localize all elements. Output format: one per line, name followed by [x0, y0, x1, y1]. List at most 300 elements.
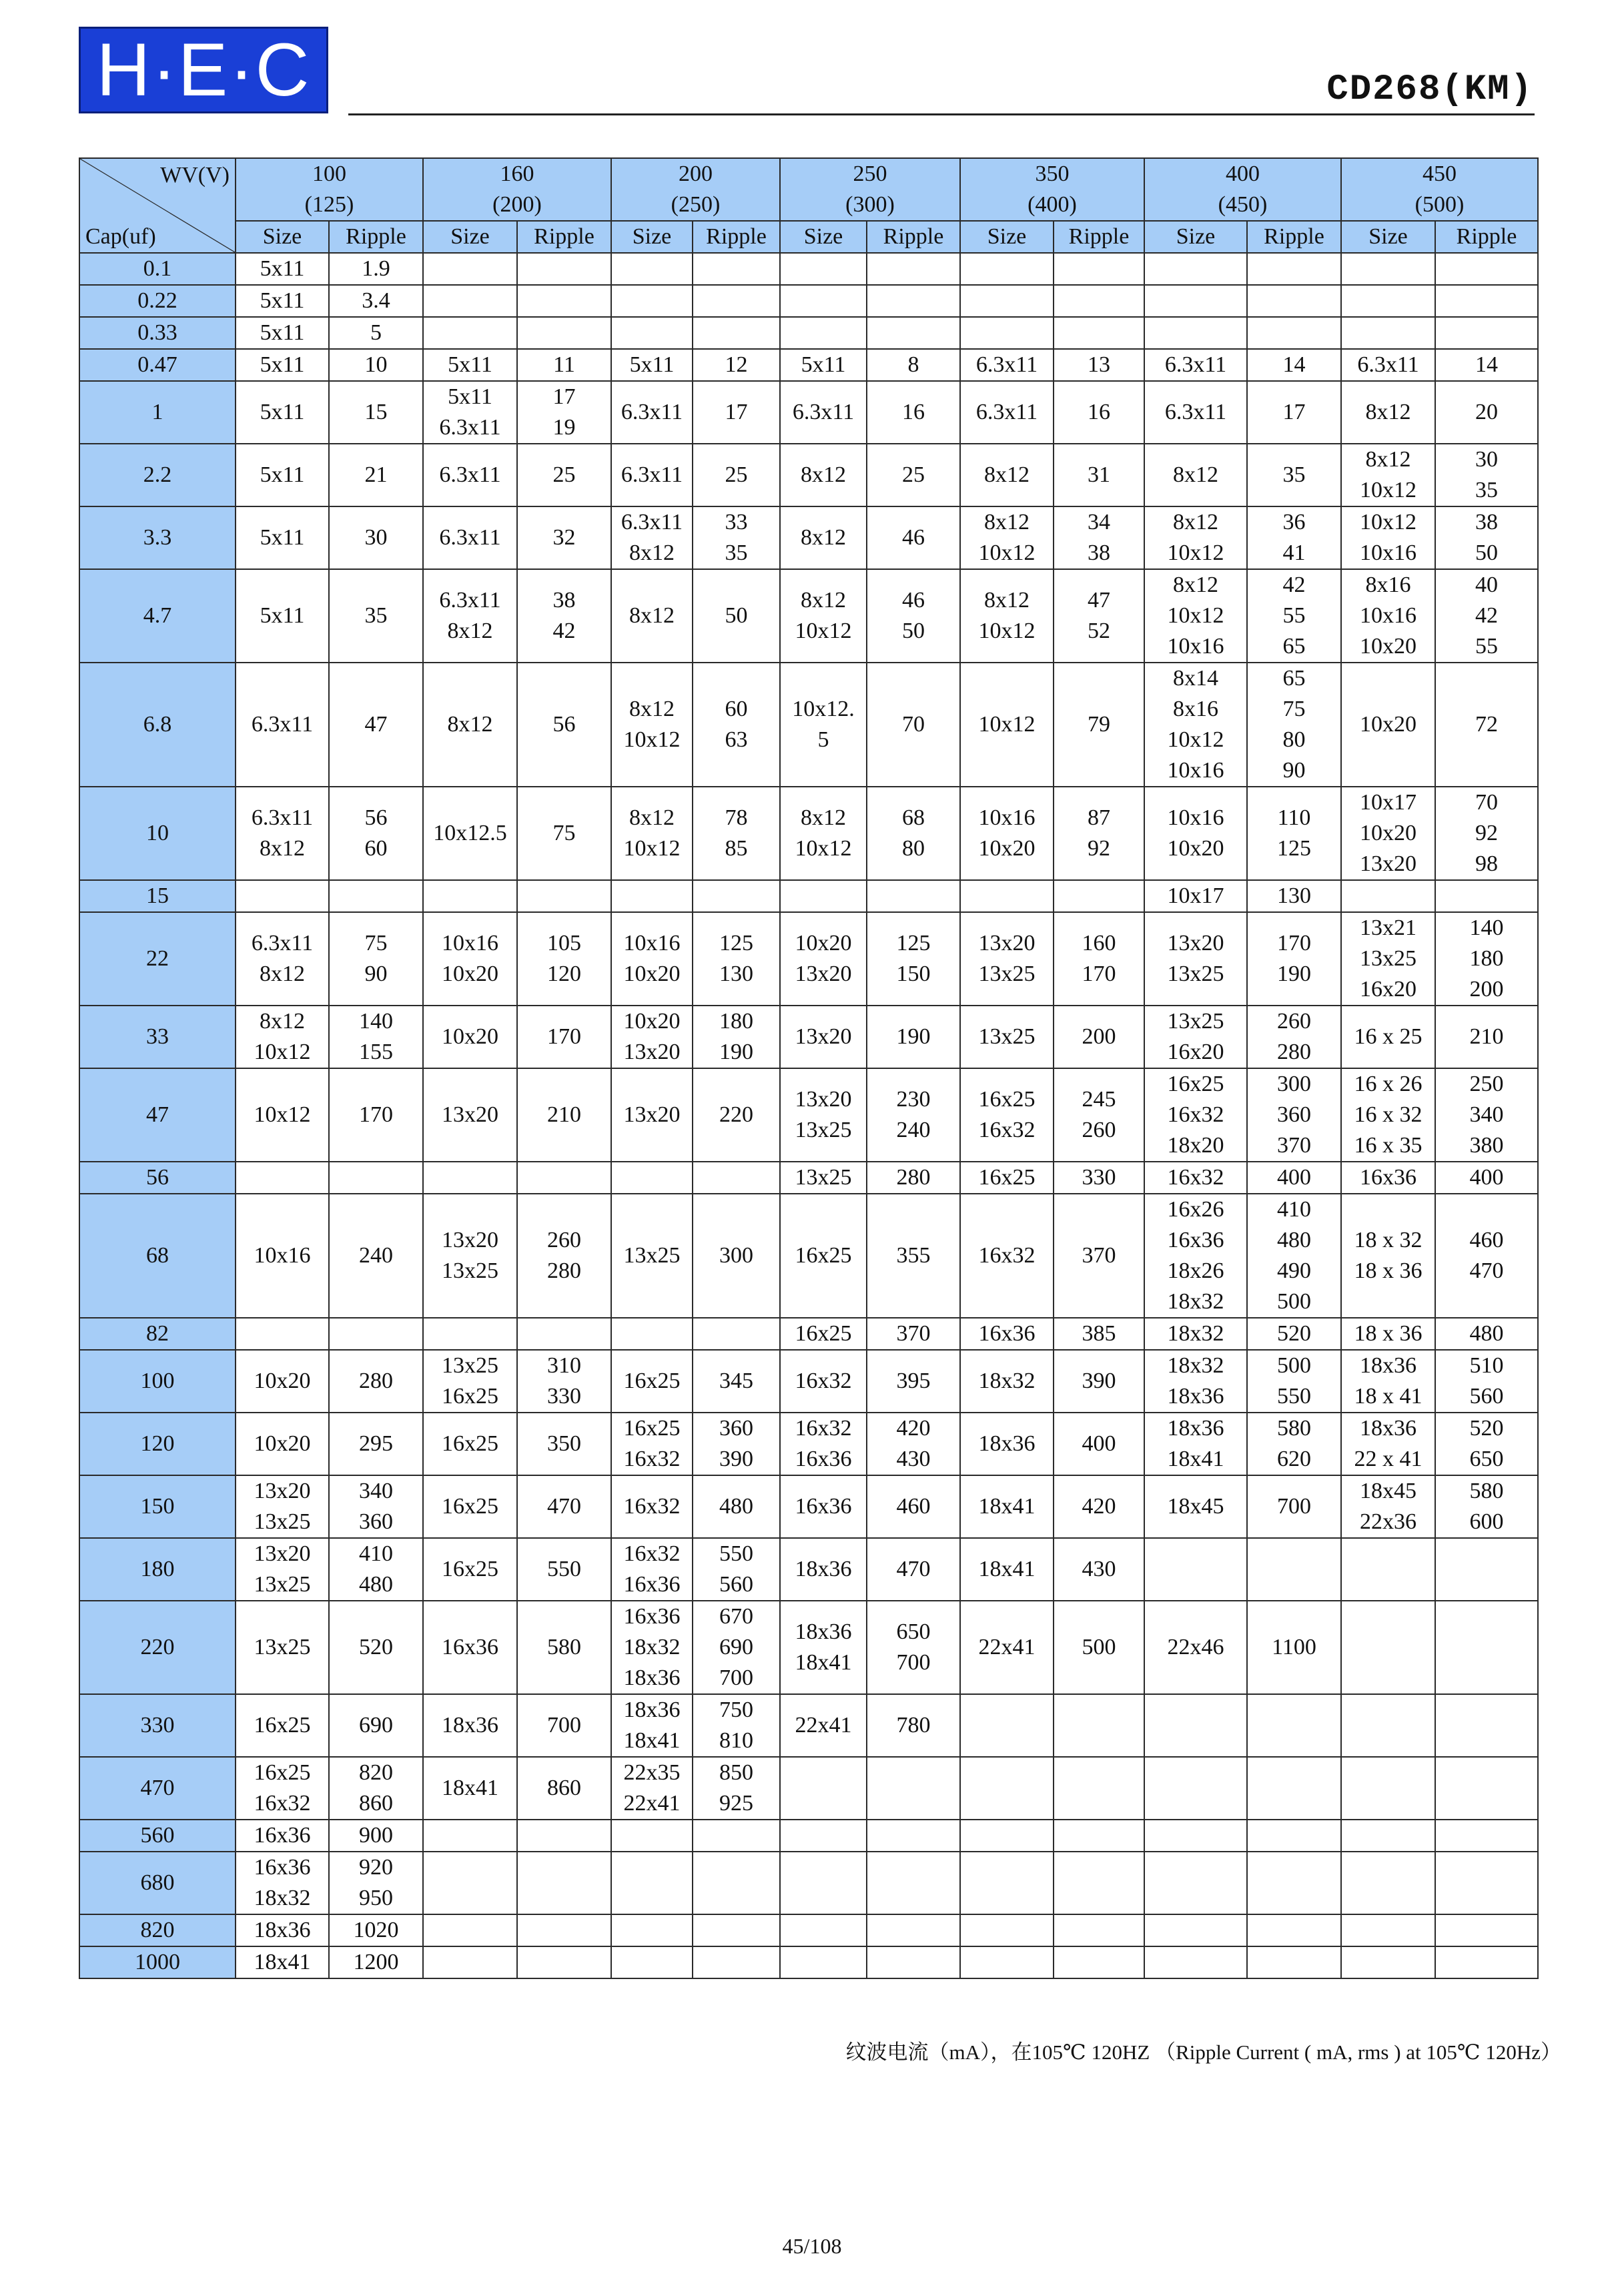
ripple-value: 16: [1088, 400, 1110, 424]
size-cell: [423, 506, 517, 569]
ripple-value: 550: [547, 1557, 581, 1581]
size-value: 8x12: [801, 588, 846, 613]
ripple-value: 25: [725, 462, 748, 487]
capacitance-cell: 68: [79, 1194, 236, 1318]
capacitance-cell: 56: [79, 1162, 236, 1194]
size-value: 18x32: [254, 1886, 311, 1910]
ripple-cell: [329, 1475, 423, 1538]
size-cell: [1341, 1601, 1435, 1694]
size-cell: [1144, 1820, 1247, 1852]
size-cell: [423, 1601, 517, 1694]
size-value: 16x20: [1360, 977, 1416, 1002]
ripple-value: 470: [547, 1494, 581, 1519]
ripple-value: 690: [359, 1713, 393, 1738]
table-row: [79, 912, 1538, 1006]
ripple-value: 820: [359, 1760, 393, 1785]
size-cell: [960, 506, 1054, 569]
table-row: [79, 1757, 1538, 1820]
ripple-cell: [1054, 253, 1144, 285]
size-value: 13x20: [623, 1040, 681, 1064]
ripple-cell: [867, 1694, 960, 1757]
size-value: 18x41: [442, 1776, 498, 1800]
size-value: 18x45: [1167, 1494, 1224, 1519]
size-cell: [1341, 253, 1435, 285]
size-cell: [780, 1475, 867, 1538]
ripple-cell: [1247, 1350, 1341, 1413]
ripple-value: 500: [1277, 1353, 1311, 1378]
size-value: 6.3x11: [251, 805, 314, 830]
size-cell: [423, 444, 517, 506]
ripple-cell: [1054, 569, 1144, 663]
size-cell: [611, 506, 693, 569]
size-cell: [1341, 381, 1435, 444]
size-cell: [960, 349, 1054, 381]
size-value: 8x12: [260, 836, 305, 861]
capacitance-cell: 100: [79, 1350, 236, 1413]
ripple-cell: [1435, 1852, 1538, 1914]
size-value: 10x16: [978, 805, 1036, 830]
ripple-cell: [693, 506, 780, 569]
ripple-cell: [693, 1413, 780, 1475]
ripple-cell: [517, 444, 611, 506]
size-value: 10x16: [623, 931, 681, 956]
ripple-cell: [329, 1601, 423, 1694]
size-value: 13x20: [978, 931, 1036, 956]
size-value: 10x12: [795, 836, 852, 861]
ripple-cell: [1435, 787, 1538, 880]
ripple-column-header: Ripple: [1247, 221, 1341, 253]
capacitance-cell: 1: [79, 381, 236, 444]
ripple-column-header: Ripple: [329, 221, 423, 253]
size-value: 10x20: [623, 962, 681, 986]
ripple-value: 220: [719, 1102, 753, 1127]
size-cell: [780, 1852, 867, 1914]
size-value: 16x25: [442, 1431, 498, 1456]
ripple-cell: [517, 787, 611, 880]
size-cell: [423, 317, 517, 349]
table-row: [79, 1413, 1538, 1475]
size-value: 10x12: [795, 619, 852, 643]
ripple-value: 780: [896, 1713, 931, 1738]
ripple-cell: [1435, 880, 1538, 912]
capacitance-cell: 330: [79, 1694, 236, 1757]
ripple-value: 700: [896, 1650, 931, 1675]
size-value: 13x20: [795, 1024, 852, 1049]
size-value: 5x11: [260, 603, 305, 628]
size-value: 16x26: [1167, 1197, 1224, 1222]
ripple-value: 1200: [353, 1950, 399, 1974]
ripple-cell: [867, 1852, 960, 1914]
ripple-cell: [693, 663, 780, 787]
size-value: 13x25: [254, 1572, 311, 1597]
size-cell: [960, 912, 1054, 1006]
ripple-cell: [867, 1475, 960, 1538]
ripple-value: 85: [725, 836, 748, 861]
size-value: 22x41: [978, 1635, 1036, 1659]
size-value: 18x36: [254, 1918, 311, 1942]
size-cell: [780, 663, 867, 787]
ripple-value: 950: [359, 1886, 393, 1910]
size-value: 13x25: [978, 1024, 1036, 1049]
ripple-cell: [1435, 253, 1538, 285]
size-value: 10x12: [978, 540, 1036, 565]
size-column-header: Size: [611, 221, 693, 253]
size-value: 16x36: [254, 1855, 311, 1880]
ripple-cell: [1054, 1757, 1144, 1820]
ripple-value: 200: [1469, 977, 1504, 1002]
size-cell: [1144, 880, 1247, 912]
ripple-value: 65: [1282, 666, 1306, 691]
table-row: [79, 444, 1538, 506]
size-cell: [423, 663, 517, 787]
ripple-cell: [517, 912, 611, 1006]
ripple-cell: [517, 1475, 611, 1538]
size-cell: [960, 317, 1054, 349]
size-cell: [236, 1413, 329, 1475]
ripple-value: 38: [1088, 540, 1110, 565]
size-value: 16x36: [1360, 1165, 1416, 1190]
size-value: 18x36: [1167, 1384, 1224, 1409]
ripple-value: 345: [719, 1369, 753, 1393]
size-value: 10x12: [1167, 540, 1224, 565]
capacitance-cell: 2.2: [79, 444, 236, 506]
size-cell: [1341, 1006, 1435, 1068]
ripple-cell: [1435, 1006, 1538, 1068]
voltage-header: [960, 158, 1144, 221]
ripple-cell: [1435, 317, 1538, 349]
size-value: 13x25: [623, 1243, 681, 1268]
size-value: 5x11: [260, 462, 305, 487]
size-value: 10x17: [1167, 883, 1224, 908]
size-cell: [236, 1194, 329, 1318]
ripple-value: 47: [364, 712, 388, 737]
size-value: 16x32: [978, 1243, 1036, 1268]
size-value: 16 x 35: [1354, 1133, 1423, 1158]
ripple-cell: [517, 1006, 611, 1068]
size-value: 8x12: [629, 805, 675, 830]
size-cell: [423, 1194, 517, 1318]
size-cell: [1341, 1350, 1435, 1413]
ripple-value: 300: [1277, 1072, 1311, 1096]
size-value: 8x12: [801, 805, 846, 830]
table-row: [79, 1914, 1538, 1946]
ripple-value: 140: [1469, 915, 1504, 940]
ripple-value: 125: [1277, 836, 1311, 861]
ripple-cell: [1247, 349, 1341, 381]
ripple-value: 580: [1277, 1416, 1311, 1441]
ripple-cell: [517, 253, 611, 285]
size-cell: [236, 1852, 329, 1914]
size-value: 22x41: [623, 1791, 681, 1816]
size-value: 16x32: [1167, 1165, 1224, 1190]
size-cell: [423, 349, 517, 381]
size-cell: [960, 381, 1054, 444]
ripple-value: 68: [902, 805, 925, 830]
ripple-value: 280: [359, 1369, 393, 1393]
ripple-value: 470: [896, 1557, 931, 1581]
ripple-value: 650: [896, 1619, 931, 1644]
size-value: 16 x 26: [1354, 1072, 1423, 1096]
ripple-cell: [329, 1757, 423, 1820]
size-value: 8x12: [1173, 510, 1218, 534]
voltage-header: [236, 158, 423, 221]
voltage-header: [1341, 158, 1538, 221]
ripple-cell: [1054, 1538, 1144, 1601]
ripple-cell: [867, 787, 960, 880]
size-value: 10x12: [978, 712, 1036, 737]
ripple-cell: [1247, 444, 1341, 506]
ripple-value: 340: [1469, 1102, 1504, 1127]
ripple-value: 355: [896, 1243, 931, 1268]
ripple-cell: [1054, 1350, 1144, 1413]
ripple-cell: [867, 912, 960, 1006]
size-cell: [423, 1162, 517, 1194]
size-cell: [611, 349, 693, 381]
size-value: 18 x 36: [1354, 1258, 1423, 1283]
capacitance-cell: 150: [79, 1475, 236, 1538]
size-value: 13x25: [442, 1353, 498, 1378]
ripple-value: 20: [1475, 400, 1498, 424]
ripple-value: 11: [553, 352, 575, 377]
size-cell: [611, 1162, 693, 1194]
ripple-cell: [329, 1068, 423, 1162]
size-value: 6.3x11: [439, 525, 501, 550]
size-cell: [1341, 317, 1435, 349]
ripple-value: 170: [359, 1102, 393, 1127]
size-cell: [780, 787, 867, 880]
ripple-cell: [1054, 317, 1144, 349]
size-cell: [236, 1694, 329, 1757]
ripple-value: 810: [719, 1728, 753, 1753]
size-value: 16x20: [1167, 1040, 1224, 1064]
ripple-cell: [693, 569, 780, 663]
size-value: 13x20: [795, 1087, 852, 1112]
ripple-cell: [517, 1318, 611, 1350]
ripple-cell: [1435, 1694, 1538, 1757]
ripple-value: 92: [1475, 821, 1498, 845]
size-cell: [611, 444, 693, 506]
size-column-header: Size: [1341, 221, 1435, 253]
size-cell: [960, 1538, 1054, 1601]
ripple-value: 90: [364, 962, 388, 986]
ripple-value: 42: [1475, 603, 1498, 628]
capacitance-cell: 820: [79, 1914, 236, 1946]
voltage-header: [611, 158, 780, 221]
size-cell: [611, 1757, 693, 1820]
size-cell: [960, 444, 1054, 506]
ripple-cell: [1435, 1475, 1538, 1538]
ripple-value: 12: [725, 352, 748, 377]
ripple-value: 460: [896, 1494, 931, 1519]
ripple-value: 330: [547, 1384, 581, 1409]
table-row: [79, 1601, 1538, 1694]
ripple-cell: [329, 912, 423, 1006]
size-cell: [611, 1194, 693, 1318]
size-value: 13x20: [1167, 931, 1224, 956]
size-cell: [236, 349, 329, 381]
capacitance-cell: 220: [79, 1601, 236, 1694]
table-row: [79, 1194, 1538, 1318]
size-value: 13x25: [1360, 946, 1416, 971]
surge-voltage-value: (450): [1218, 192, 1268, 217]
ripple-cell: [1247, 253, 1341, 285]
ripple-value: 60: [364, 836, 388, 861]
ripple-value: 480: [359, 1572, 393, 1597]
size-cell: [611, 569, 693, 663]
size-cell: [780, 912, 867, 1006]
size-cell: [236, 1318, 329, 1350]
size-value: 6.3x11: [439, 588, 501, 613]
size-value: 10x20: [623, 1009, 681, 1034]
ripple-value: 105: [547, 931, 581, 956]
ripple-value: 370: [1082, 1243, 1116, 1268]
surge-voltage-value: (125): [304, 192, 354, 217]
ripple-cell: [517, 349, 611, 381]
size-cell: [423, 1350, 517, 1413]
ripple-value: 395: [896, 1369, 931, 1393]
ripple-cell: [1054, 1601, 1144, 1694]
size-value: 8x12: [801, 525, 846, 550]
ripple-cell: [1435, 444, 1538, 506]
ripple-cell: [329, 1538, 423, 1601]
table-row: [79, 1162, 1538, 1194]
size-cell: [423, 285, 517, 317]
ripple-value: 925: [719, 1791, 753, 1816]
size-value: 6.3x11: [621, 510, 683, 534]
size-cell: [960, 285, 1054, 317]
size-value: 18x41: [623, 1728, 681, 1753]
ripple-column-header: Ripple: [867, 221, 960, 253]
size-cell: [780, 285, 867, 317]
ripple-value: 35: [1475, 478, 1498, 502]
size-cell: [960, 1601, 1054, 1694]
voltage-value: 160: [500, 161, 534, 186]
size-value: 16x25: [795, 1321, 852, 1346]
ripple-value: 560: [1469, 1384, 1504, 1409]
model-number: CD268(KM): [1326, 69, 1533, 110]
ripple-cell: [1247, 787, 1341, 880]
size-value: 13x25: [1167, 1009, 1224, 1034]
ripple-cell: [867, 1757, 960, 1820]
size-cell: [1144, 1757, 1247, 1820]
ripple-cell: [329, 1413, 423, 1475]
ripple-value: 46: [902, 525, 925, 550]
ripple-value: 75: [1282, 697, 1306, 721]
ripple-cell: [517, 1350, 611, 1413]
size-cell: [611, 1350, 693, 1413]
capacitance-cell: 22: [79, 912, 236, 1006]
size-column-header: Size: [236, 221, 329, 253]
size-value: 6.3x11: [439, 415, 501, 440]
ripple-footnote: 纹波电流（mA），在105℃ 120HZ （Ripple Current ( mA, rms ) at 105℃ 120Hz）: [845, 2040, 1561, 2064]
ripple-value: 25: [552, 462, 576, 487]
size-value: 16x25: [623, 1416, 681, 1441]
ripple-cell: [517, 317, 611, 349]
size-value: 18x41: [978, 1557, 1036, 1581]
size-value: 18x32: [978, 1369, 1036, 1393]
ripple-column-header: Ripple: [517, 221, 611, 253]
size-cell: [236, 1757, 329, 1820]
size-value: 10x20: [1167, 836, 1224, 861]
corner-header: [79, 158, 236, 253]
ripple-value: 42: [1282, 573, 1306, 597]
size-cell: [236, 880, 329, 912]
table-row: [79, 317, 1538, 349]
ripple-value: 330: [1082, 1165, 1116, 1190]
size-value: 10x20: [254, 1369, 311, 1393]
surge-voltage-value: (250): [671, 192, 721, 217]
size-cell: [960, 663, 1054, 787]
ripple-cell: [1435, 349, 1538, 381]
ripple-cell: [693, 1068, 780, 1162]
size-value: 16x36: [254, 1823, 311, 1848]
size-value: 10x12: [254, 1102, 311, 1127]
size-value: 5x11: [260, 256, 305, 281]
ripple-cell: [517, 506, 611, 569]
ripple-cell: [867, 1006, 960, 1068]
size-cell: [1341, 1757, 1435, 1820]
size-cell: [236, 1162, 329, 1194]
size-cell: [1341, 1318, 1435, 1350]
size-value: 10x16: [1167, 634, 1224, 659]
ripple-value: 480: [1469, 1321, 1504, 1346]
size-value: 22 x 41: [1354, 1447, 1423, 1471]
ripple-value: 210: [547, 1102, 581, 1127]
size-cell: [1341, 880, 1435, 912]
ripple-value: 3.4: [362, 288, 390, 313]
size-value: 16x25: [1167, 1072, 1224, 1096]
ripple-cell: [1435, 1914, 1538, 1946]
ripple-value: 35: [725, 540, 748, 565]
ripple-cell: [693, 1914, 780, 1946]
size-cell: [1341, 1852, 1435, 1914]
size-value: 13x20: [1360, 851, 1416, 876]
size-value: 13x25: [978, 962, 1036, 986]
ripple-value: 240: [359, 1243, 393, 1268]
size-cell: [236, 663, 329, 787]
ripple-value: 600: [1469, 1509, 1504, 1534]
size-cell: [960, 1820, 1054, 1852]
ripple-cell: [517, 1914, 611, 1946]
ripple-cell: [867, 317, 960, 349]
size-cell: [1144, 1350, 1247, 1413]
ripple-value: 125: [896, 931, 931, 956]
size-cell: [236, 444, 329, 506]
ripple-cell: [867, 1162, 960, 1194]
ripple-value: 160: [1082, 931, 1116, 956]
size-cell: [1144, 1162, 1247, 1194]
size-cell: [611, 1068, 693, 1162]
size-value: 10x20: [978, 836, 1036, 861]
size-cell: [780, 1820, 867, 1852]
ripple-value: 280: [1277, 1040, 1311, 1064]
ripple-cell: [329, 1006, 423, 1068]
size-cell: [780, 444, 867, 506]
ripple-cell: [693, 444, 780, 506]
size-value: 10x12: [254, 1040, 311, 1064]
ripple-value: 360: [359, 1509, 393, 1534]
ripple-value: 38: [1475, 510, 1498, 534]
capacitance-cell: 82: [79, 1318, 236, 1350]
ripple-cell: [1247, 1946, 1341, 1978]
ripple-cell: [867, 663, 960, 787]
size-value: 8x12: [629, 603, 675, 628]
size-value: 18x36: [795, 1557, 852, 1581]
capacitance-cell: 560: [79, 1820, 236, 1852]
ripple-value: 78: [725, 805, 748, 830]
ripple-cell: [517, 880, 611, 912]
size-cell: [611, 1601, 693, 1694]
